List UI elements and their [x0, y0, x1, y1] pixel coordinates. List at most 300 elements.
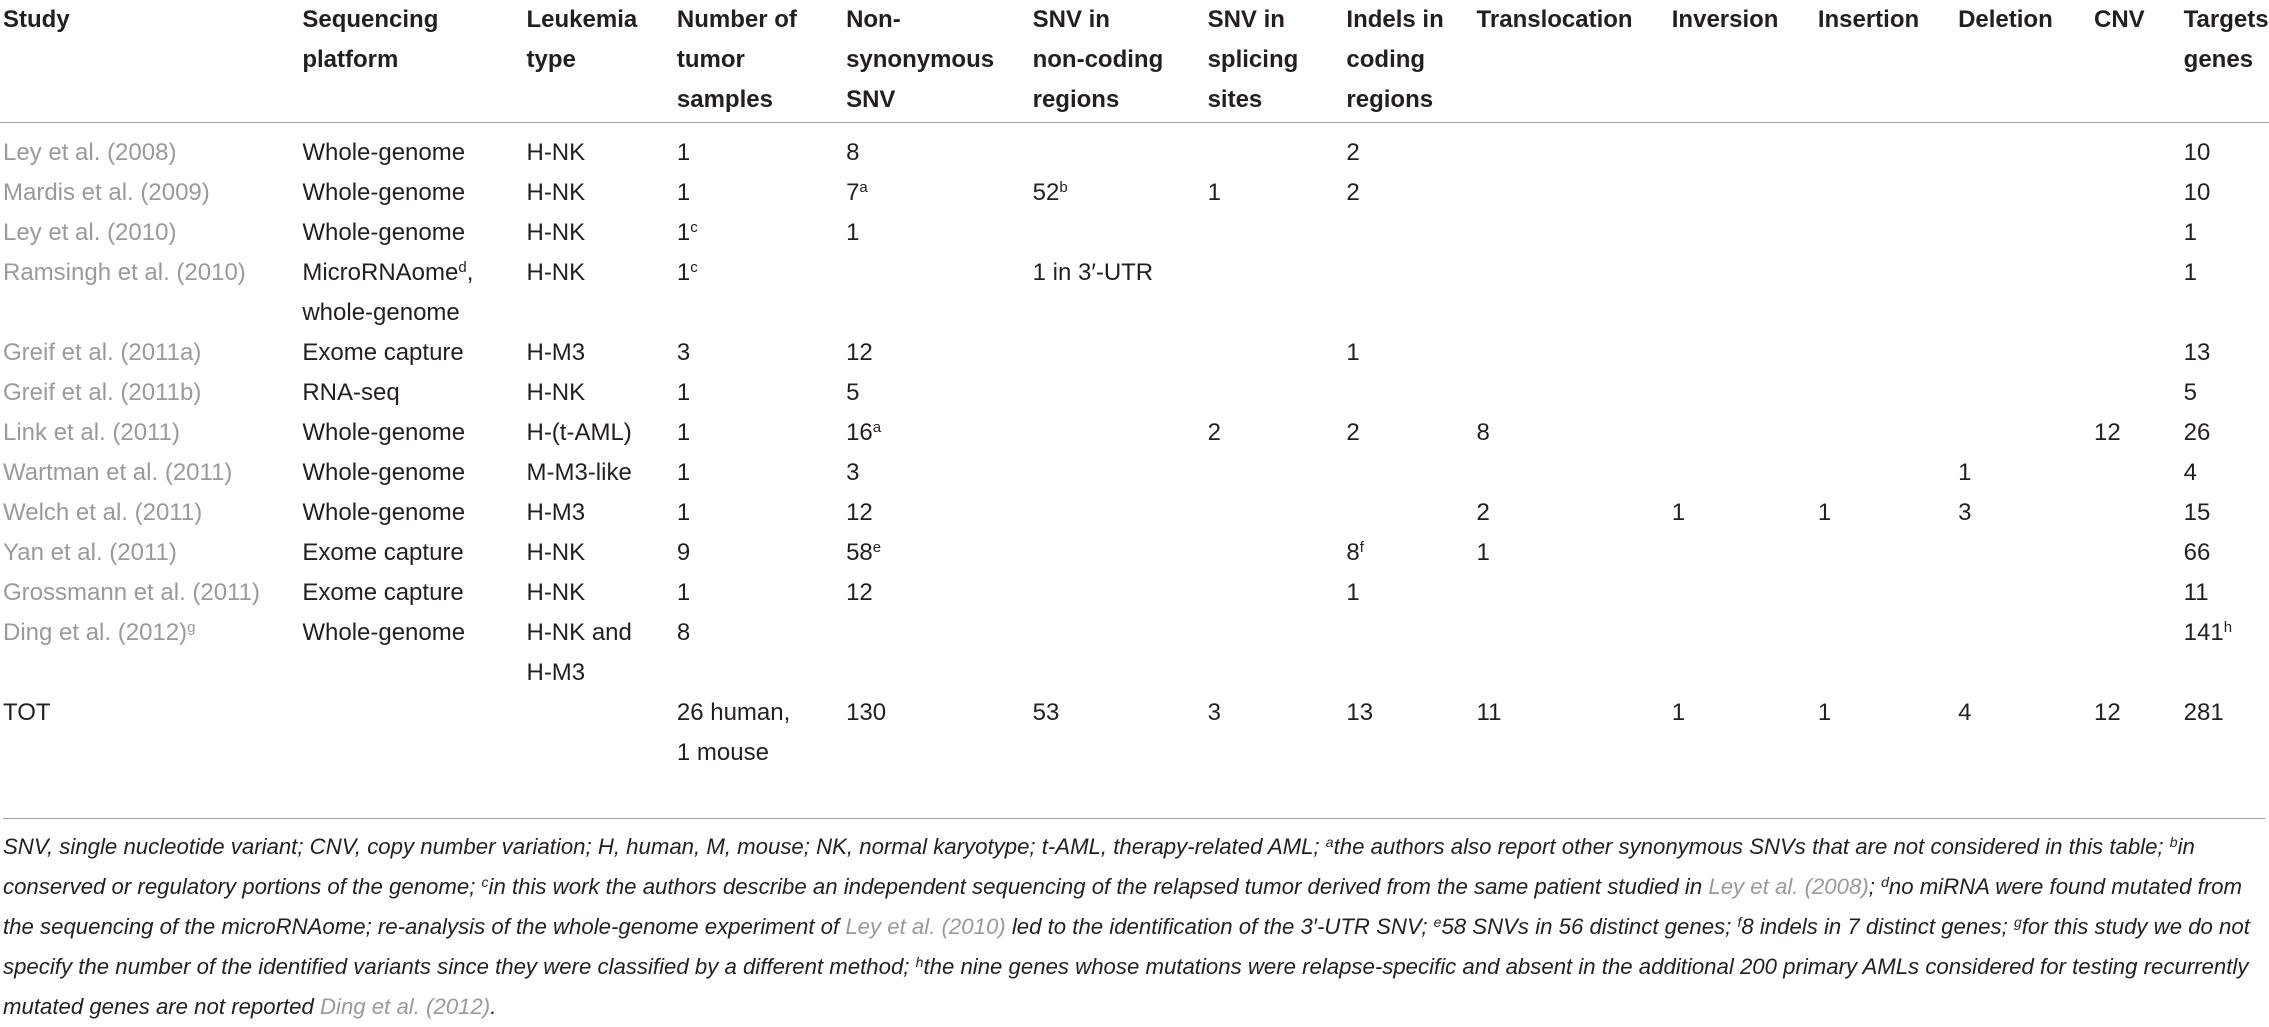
- footnote-marker-b: b: [2169, 834, 2178, 850]
- splicing-snv-cell-text: 1: [1207, 179, 1221, 206]
- column-header-text: type: [526, 46, 576, 73]
- column-header-text: CNV: [2094, 6, 2145, 33]
- indels-cell-text: 2: [1346, 419, 1360, 446]
- footnote-marker: a: [859, 179, 868, 196]
- footnote-c-end: ;: [1868, 874, 1882, 899]
- samples-cell-text: 26 human,: [676, 699, 791, 726]
- samples-cell: [674, 333, 843, 373]
- indels-cell: [1343, 453, 1473, 493]
- column-header-text: samples: [676, 86, 773, 113]
- footnote-marker-d: d: [1881, 874, 1889, 890]
- leukemia-type-cell: [523, 333, 673, 373]
- insertion-cell: [1815, 213, 1955, 253]
- translocation-cell: [1474, 173, 1669, 213]
- footnote-c: in this work the authors describe an independent sequencing of the relapsed tumor derived from the same patient studied in: [488, 874, 1709, 899]
- inversion-cell: [1669, 613, 1815, 693]
- platform-cell: [299, 173, 523, 213]
- deletion-cell: [1955, 573, 2091, 613]
- translocation-cell: [1474, 613, 1669, 693]
- column-header-text: Insertion: [1817, 6, 1920, 33]
- column-header-text: splicing: [1207, 46, 1299, 73]
- platform-cell-text: MicroRNAome: [302, 259, 459, 286]
- targets-cell-text: 10: [2183, 139, 2211, 166]
- samples-cell: [674, 533, 843, 573]
- leukemia-type-cell-text: H-(t-AML): [526, 419, 632, 446]
- table-row: [0, 533, 2269, 573]
- indels-cell: [1343, 573, 1473, 613]
- indels-cell: [1343, 373, 1473, 413]
- targets-cell-text: 281: [2183, 699, 2224, 726]
- samples-cell: [674, 573, 843, 613]
- deletion-cell: [1955, 373, 2091, 413]
- leukemia-type-cell: [523, 413, 673, 453]
- nonsyn-snv-cell-text: 12: [846, 579, 873, 606]
- footnote-f: 8 indels in 7 distinct genes;: [1741, 914, 2014, 939]
- insertion-cell: [1815, 613, 1955, 693]
- noncoding-snv-cell: [1030, 493, 1205, 533]
- leukemia-type-cell-text: H-NK: [526, 579, 586, 606]
- insertion-cell: [1815, 373, 1955, 413]
- noncoding-snv-cell: [1030, 213, 1205, 253]
- reference-link-ley-2010[interactable]: Ley et al. (2010): [845, 914, 1006, 939]
- cnv-cell-text: 12: [2094, 699, 2121, 726]
- noncoding-snv-cell: [1030, 333, 1205, 373]
- indels-cell-text: 2: [1346, 139, 1360, 166]
- targets-cell: [2181, 173, 2269, 213]
- translocation-cell: [1474, 493, 1669, 533]
- table-row: [0, 333, 2269, 373]
- column-header-text: Inversion: [1671, 6, 1779, 33]
- platform-cell: [299, 453, 523, 493]
- splicing-snv-cell-text: 2: [1207, 419, 1221, 446]
- footnote-h-end: .: [490, 994, 497, 1019]
- study-cell[interactable]: [0, 123, 299, 174]
- insertion-cell: [1815, 693, 1955, 773]
- column-header: [299, 0, 523, 123]
- splicing-snv-cell: [1205, 213, 1344, 253]
- study-cell[interactable]: [0, 493, 299, 533]
- noncoding-snv-cell: [1030, 693, 1205, 773]
- column-header: [2181, 0, 2269, 123]
- cnv-cell: [2091, 173, 2181, 213]
- table-total-row: [0, 693, 2269, 773]
- nonsyn-snv-cell: [843, 493, 1030, 533]
- footnote-d-end: led to the identification of the 3′-UTR SNV;: [1005, 914, 1434, 939]
- targets-cell: [2181, 613, 2269, 693]
- column-header-text: regions: [1032, 86, 1120, 113]
- insertion-cell: [1815, 333, 1955, 373]
- column-header-text: platform: [302, 46, 399, 73]
- footnote-d: no miRNA were found mutated from the sequencing of the microRNAome; re-analysis of the whole-genome experiment of: [3, 874, 2242, 939]
- column-header-text: SNV: [846, 86, 896, 113]
- deletion-cell: [1955, 613, 2091, 693]
- nonsyn-snv-cell: [843, 373, 1030, 413]
- leukemia-type-cell: [523, 613, 673, 693]
- inversion-cell: [1669, 573, 1815, 613]
- platform-cell-text: Whole-genome: [302, 419, 466, 446]
- nonsyn-snv-cell: [843, 253, 1030, 333]
- cnv-cell: [2091, 573, 2181, 613]
- insertion-cell: [1815, 573, 1955, 613]
- samples-cell-text: 1: [676, 219, 691, 246]
- study-cell-text: Link et al. (2011): [3, 419, 180, 446]
- column-header: [843, 0, 1030, 123]
- column-header: [1474, 0, 1669, 123]
- platform-cell-text: Whole-genome: [302, 219, 466, 246]
- samples-cell: [674, 493, 843, 533]
- nonsyn-snv-cell-text: 130: [846, 699, 887, 726]
- indels-cell: [1343, 613, 1473, 693]
- inversion-cell: [1669, 453, 1815, 493]
- samples-cell: [674, 693, 843, 773]
- samples-cell: [674, 123, 843, 174]
- footnote-marker: g: [187, 619, 196, 636]
- deletion-cell: [1955, 693, 2091, 773]
- footnote-marker-a: a: [1325, 834, 1334, 850]
- study-cell: [0, 693, 299, 773]
- platform-cell-text: Whole-genome: [302, 139, 466, 166]
- leukemia-type-cell: [523, 373, 673, 413]
- study-cell[interactable]: [0, 253, 299, 333]
- study-cell[interactable]: [0, 413, 299, 453]
- study-cell-text: Ley et al. (2010): [3, 219, 177, 246]
- samples-cell-text: 8: [676, 619, 691, 646]
- nonsyn-snv-cell-text: 7: [846, 179, 860, 206]
- splicing-snv-cell: [1205, 693, 1344, 773]
- study-cell[interactable]: [0, 533, 299, 573]
- leukemia-type-cell-text: H-NK: [526, 139, 586, 166]
- study-cell[interactable]: [0, 333, 299, 373]
- deletion-cell: [1955, 533, 2091, 573]
- targets-cell: [2181, 693, 2269, 773]
- targets-cell: [2181, 453, 2269, 493]
- table-row: [0, 613, 2269, 693]
- leukemia-type-cell-text: H-M3: [526, 499, 586, 526]
- inversion-cell: [1669, 123, 1815, 174]
- insertion-cell: [1815, 493, 1955, 533]
- samples-cell-text: 1: [676, 259, 691, 286]
- noncoding-snv-cell: [1030, 123, 1205, 174]
- column-header-text: SNV in: [1207, 6, 1285, 33]
- targets-cell: [2181, 333, 2269, 373]
- study-cell-text: Yan et al. (2011): [3, 539, 177, 566]
- indels-cell-text: 1: [1346, 339, 1360, 366]
- inversion-cell: [1669, 413, 1815, 453]
- platform-cell: [299, 413, 523, 453]
- column-header-text: Sequencing: [302, 6, 439, 33]
- study-cell-text: Wartman et al. (2011): [3, 459, 233, 486]
- samples-cell-text: 1: [676, 419, 691, 446]
- nonsyn-snv-cell-text: 12: [846, 499, 873, 526]
- leukemia-type-cell-text: H-NK: [526, 539, 586, 566]
- platform-cell-text: Whole-genome: [302, 619, 466, 646]
- footnote-a: the authors also report other synonymous SNVs that are not considered in this table;: [1333, 834, 2170, 859]
- leukemia-type-cell: [523, 123, 673, 174]
- targets-cell: [2181, 413, 2269, 453]
- cnv-cell: [2091, 123, 2181, 174]
- nonsyn-snv-cell: [843, 613, 1030, 693]
- indels-cell: [1343, 333, 1473, 373]
- splicing-snv-cell: [1205, 373, 1344, 413]
- splicing-snv-cell: [1205, 533, 1344, 573]
- footnote-lead: SNV, single nucleotide variant; CNV, copy number variation; H, human, M, mouse; NK, normal karyotype; t-AML, therapy-related AML;: [3, 834, 1326, 859]
- column-header-text: non-coding: [1032, 46, 1164, 73]
- platform-cell: [299, 123, 523, 174]
- leukemia-type-cell: [523, 453, 673, 493]
- table-body: [0, 123, 2269, 774]
- reference-link-ding-2012[interactable]: Ding et al. (2012): [320, 994, 491, 1019]
- targets-cell-text: 11: [2183, 579, 2209, 606]
- samples-cell-text: 3: [676, 339, 691, 366]
- footnote-g: for this study we do not specify the number of the identified variants since they were classified by a different method;: [3, 914, 2250, 979]
- footnote-h: the nine genes whose mutations were relapse-specific and absent in the additional 200 primary AMLs considered for testing recurrently mutated genes are not reported: [3, 954, 2249, 1019]
- translocation-cell: [1474, 333, 1669, 373]
- footnote-marker: h: [2223, 619, 2233, 636]
- targets-cell: [2181, 533, 2269, 573]
- column-header-text: Translocation: [1476, 6, 1633, 33]
- noncoding-snv-cell: [1030, 373, 1205, 413]
- targets-cell-text: 141: [2183, 619, 2224, 646]
- inversion-cell: [1669, 693, 1815, 773]
- leukemia-type-cell: [523, 533, 673, 573]
- splicing-snv-cell: [1205, 613, 1344, 693]
- column-header: [2091, 0, 2181, 123]
- targets-cell-text: 4: [2183, 459, 2198, 486]
- inversion-cell: [1669, 173, 1815, 213]
- column-header: [523, 0, 673, 123]
- samples-cell-text: 1: [676, 379, 691, 406]
- translocation-cell: [1474, 533, 1669, 573]
- nonsyn-snv-cell-text: 5: [846, 379, 860, 406]
- targets-cell: [2181, 213, 2269, 253]
- deletion-cell: [1955, 123, 2091, 174]
- indels-cell: [1343, 173, 1473, 213]
- leukemia-type-cell-text: H-NK and: [526, 619, 632, 646]
- leukemia-type-cell-text: H-NK: [526, 219, 586, 246]
- splicing-snv-cell: [1205, 573, 1344, 613]
- cnv-cell: [2091, 373, 2181, 413]
- nonsyn-snv-cell-text: 1: [846, 219, 860, 246]
- indels-cell-text: 8: [1346, 539, 1360, 566]
- study-cell[interactable]: [0, 613, 299, 693]
- leukemia-type-cell: [523, 573, 673, 613]
- table-row: [0, 573, 2269, 613]
- footnote-marker: b: [1059, 179, 1068, 196]
- splicing-snv-cell: [1205, 173, 1344, 213]
- table-row: [0, 123, 2269, 174]
- platform-cell: [299, 613, 523, 693]
- inversion-cell: [1669, 373, 1815, 413]
- inversion-cell: [1669, 213, 1815, 253]
- deletion-cell: [1955, 413, 2091, 453]
- samples-cell: [674, 213, 843, 253]
- platform-cell: [299, 533, 523, 573]
- cnv-cell: [2091, 333, 2181, 373]
- column-header-text: Number of: [676, 6, 797, 33]
- study-cell-text: Greif et al. (2011b): [3, 379, 202, 406]
- translocation-cell: [1474, 213, 1669, 253]
- column-header: [674, 0, 843, 123]
- platform-cell: [299, 373, 523, 413]
- deletion-cell-text: 4: [1958, 699, 1972, 726]
- column-header-text: regions: [1346, 86, 1434, 113]
- platform-cell: [299, 253, 523, 333]
- splicing-snv-cell: [1205, 453, 1344, 493]
- samples-cell: [674, 373, 843, 413]
- footnote-marker-f: f: [1737, 914, 1742, 930]
- nonsyn-snv-cell: [843, 173, 1030, 213]
- study-cell[interactable]: [0, 453, 299, 493]
- platform-cell-text: Whole-genome: [302, 499, 466, 526]
- inversion-cell: [1669, 253, 1815, 333]
- insertion-cell-text: 1: [1817, 699, 1832, 726]
- nonsyn-snv-cell: [843, 333, 1030, 373]
- cnv-cell-text: 12: [2094, 419, 2121, 446]
- deletion-cell-text: 3: [1958, 499, 1972, 526]
- table-header-row: [0, 0, 2269, 123]
- inversion-cell-text: 1: [1671, 699, 1686, 726]
- column-header-text: Indels in: [1346, 6, 1444, 33]
- deletion-cell: [1955, 213, 2091, 253]
- translocation-cell: [1474, 373, 1669, 413]
- cnv-cell: [2091, 693, 2181, 773]
- translocation-cell-text: 2: [1476, 499, 1490, 526]
- translocation-cell: [1474, 413, 1669, 453]
- study-cell[interactable]: [0, 373, 299, 413]
- footnote-marker: f: [1359, 539, 1364, 556]
- samples-cell-text: 1: [676, 459, 691, 486]
- samples-cell: [674, 613, 843, 693]
- nonsyn-snv-cell: [843, 533, 1030, 573]
- column-header-text: Deletion: [1958, 6, 2053, 33]
- platform-cell: [299, 573, 523, 613]
- noncoding-snv-cell: [1030, 453, 1205, 493]
- platform-cell-text: Exome capture: [302, 579, 464, 606]
- footnote-e: 58 SNVs in 56 distinct genes;: [1441, 914, 1738, 939]
- translocation-cell-text: 8: [1476, 419, 1490, 446]
- footnote-marker-g: g: [2013, 914, 2022, 930]
- noncoding-snv-cell-text: 1 in 3′-UTR: [1032, 259, 1154, 286]
- indels-cell: [1343, 413, 1473, 453]
- insertion-cell: [1815, 533, 1955, 573]
- cnv-cell: [2091, 453, 2181, 493]
- deletion-cell-text: 1: [1958, 459, 1972, 486]
- insertion-cell: [1815, 453, 1955, 493]
- column-header: [1669, 0, 1815, 123]
- deletion-cell: [1955, 493, 2091, 533]
- translocation-cell: [1474, 573, 1669, 613]
- table-row: [0, 413, 2269, 453]
- platform-cell-text: Exome capture: [302, 539, 464, 566]
- indels-cell: [1343, 123, 1473, 174]
- cnv-cell: [2091, 613, 2181, 693]
- splicing-snv-cell: [1205, 413, 1344, 453]
- footnote-marker: c: [690, 219, 698, 236]
- translocation-cell: [1474, 123, 1669, 174]
- leukemia-type-cell: [523, 693, 673, 773]
- nonsyn-snv-cell-text: 3: [846, 459, 860, 486]
- samples-cell-text: 1: [676, 179, 691, 206]
- footnote-marker: d: [458, 259, 467, 276]
- nonsyn-snv-cell-text: 58: [846, 539, 873, 566]
- column-header-text: tumor: [676, 46, 745, 73]
- targets-cell: [2181, 373, 2269, 413]
- column-header: [1955, 0, 2091, 123]
- translocation-cell-text: 11: [1476, 699, 1502, 726]
- indels-cell: [1343, 253, 1473, 333]
- study-cell[interactable]: [0, 173, 299, 213]
- column-header-text: sites: [1207, 86, 1263, 113]
- noncoding-snv-cell-text: 52: [1032, 179, 1060, 206]
- targets-cell: [2181, 573, 2269, 613]
- leukemia-type-cell-text: H-NK: [526, 259, 586, 286]
- nonsyn-snv-cell: [843, 213, 1030, 253]
- leukemia-type-cell-line2: H-M3: [526, 659, 586, 686]
- cnv-cell: [2091, 213, 2181, 253]
- translocation-cell: [1474, 693, 1669, 773]
- targets-cell-text: 66: [2183, 539, 2211, 566]
- targets-cell-text: 1: [2183, 259, 2198, 286]
- samples-cell-text: 1: [676, 579, 691, 606]
- deletion-cell: [1955, 253, 2091, 333]
- footnote-marker: e: [872, 539, 882, 556]
- study-cell[interactable]: [0, 213, 299, 253]
- footnote-marker: a: [872, 419, 882, 436]
- reference-link-ley-2008[interactable]: Ley et al. (2008): [1708, 874, 1869, 899]
- samples-cell-text: 1: [676, 499, 691, 526]
- platform-cell: [299, 493, 523, 533]
- platform-cell-tail: ,: [466, 259, 474, 286]
- indels-cell-text: 13: [1346, 699, 1374, 726]
- targets-cell-text: 10: [2183, 179, 2211, 206]
- targets-cell-text: 1: [2183, 219, 2198, 246]
- noncoding-snv-cell: [1030, 533, 1205, 573]
- column-header: [0, 0, 299, 123]
- footnote-marker-c: c: [481, 874, 489, 890]
- leukemia-type-cell-text: H-NK: [526, 179, 586, 206]
- table-footnotes: [3, 818, 2265, 1027]
- column-header-text: synonymous: [846, 46, 995, 73]
- samples-cell-text: 1: [676, 139, 691, 166]
- platform-cell-text: Whole-genome: [302, 179, 466, 206]
- study-cell[interactable]: [0, 573, 299, 613]
- splicing-snv-cell-text: 3: [1207, 699, 1221, 726]
- inversion-cell: [1669, 493, 1815, 533]
- samples-cell-text: 9: [676, 539, 691, 566]
- study-cell-text: Ding et al. (2012): [3, 619, 188, 646]
- nonsyn-snv-cell: [843, 453, 1030, 493]
- targets-cell-text: 15: [2183, 499, 2211, 526]
- column-header-text: Leukemia: [526, 6, 638, 33]
- nonsyn-snv-cell: [843, 693, 1030, 773]
- leukemia-type-cell: [523, 213, 673, 253]
- insertion-cell: [1815, 173, 1955, 213]
- samples-cell-line2: 1 mouse: [676, 739, 769, 766]
- nonsyn-snv-cell: [843, 123, 1030, 174]
- footnote-marker-h: h: [915, 954, 924, 970]
- leukemia-type-cell: [523, 253, 673, 333]
- samples-cell: [674, 173, 843, 213]
- column-header-text: SNV in: [1032, 6, 1110, 33]
- nonsyn-snv-cell: [843, 573, 1030, 613]
- study-cell-text: TOT: [3, 699, 51, 726]
- noncoding-snv-cell: [1030, 573, 1205, 613]
- targets-cell-text: 5: [2183, 379, 2198, 406]
- indels-cell: [1343, 493, 1473, 533]
- platform-cell-text: Exome capture: [302, 339, 464, 366]
- splicing-snv-cell: [1205, 123, 1344, 174]
- nonsyn-snv-cell: [843, 413, 1030, 453]
